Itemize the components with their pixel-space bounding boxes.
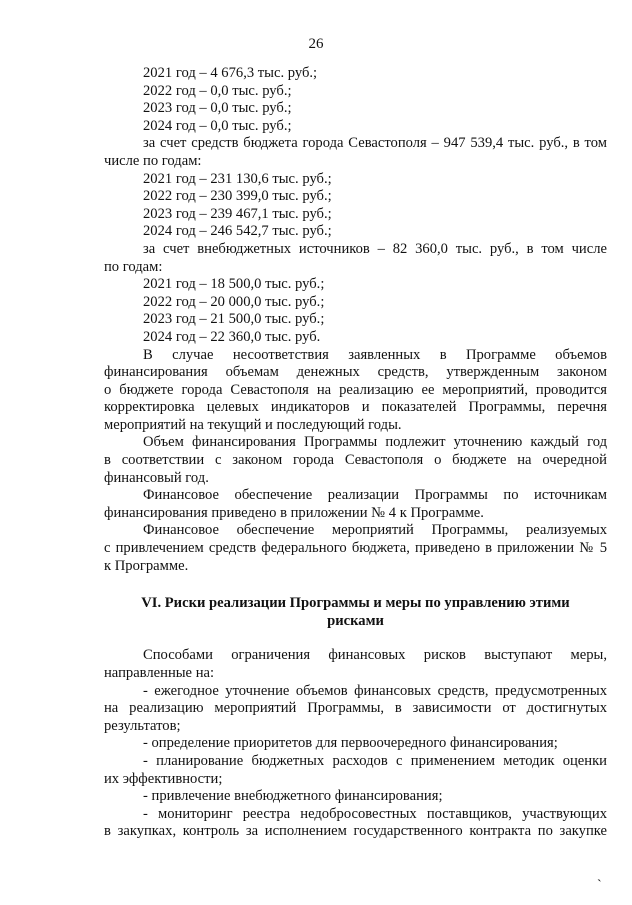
risks-section [104, 647, 607, 841]
section-heading-line-1: VI. Риски реализации Программы и меры по управлению этими [141, 595, 570, 612]
text-line: 2021 год – 231 130,6 тыс. руб.; [143, 170, 332, 187]
corner-mark: ` [597, 878, 602, 893]
text-line: Финансовое обеспечение реализации Программы по источникам [143, 487, 607, 504]
text-line: Финансовое обеспечение мероприятий Программы, реализуемых [143, 522, 607, 539]
text-line: числе по годам: [104, 152, 202, 169]
text-line: 2024 год – 22 360,0 тыс. руб. [143, 328, 321, 345]
text-line: 2021 год – 4 676,3 тыс. руб.; [143, 65, 318, 81]
text-line: финансовый год. [104, 469, 209, 486]
text-line: 2023 год – 0,0 тыс. руб.; [143, 100, 292, 117]
text-line: 2023 год – 21 500,0 тыс. руб.; [143, 311, 325, 328]
text-line: к Программе. [104, 557, 189, 574]
text-line: В случае несоответствия заявленных в Программе объемов [143, 346, 607, 363]
document-body [104, 65, 607, 841]
text-line: - планирование бюджетных расходов с применением методик оценки [143, 752, 607, 769]
text-line: о бюджете города Севастополя на реализацию ее мероприятий, проводится [104, 381, 607, 398]
text-line: за счет средств бюджета города Севастополя – 947 539,4 тыс. руб., в том [143, 135, 607, 152]
text-line: их эффективности; [104, 770, 223, 787]
text-line: - определение приоритетов для первоочередного финансирования; [143, 735, 558, 752]
text-line: 2022 год – 230 399,0 тыс. руб.; [143, 188, 332, 205]
text-line: направленные на: [104, 665, 215, 681]
text-line: - мониторинг реестра недобросовестных поставщиков, участвующих [143, 805, 607, 822]
text-line: 2024 год – 246 542,7 тыс. руб.; [143, 223, 332, 240]
page-number: 26 [308, 36, 324, 52]
text-line: в закупках, контроль за исполнением государственного контракта по закупке [104, 823, 607, 840]
text-line: финансирования объемам денежных средств, утвержденным законом [104, 364, 607, 381]
text-line: Объем финансирования Программы подлежит уточнению каждый год [143, 434, 607, 451]
section-heading [104, 595, 607, 630]
text-line: корректировка целевых индикаторов и показателей Программы, перечня [104, 399, 607, 416]
text-line: по годам: [104, 258, 163, 275]
text-line: на реализацию мероприятий Программы, в зависимости от достигнутых [104, 700, 607, 717]
text-line: 2022 год – 0,0 тыс. руб.; [143, 82, 292, 99]
text-line: 2021 год – 18 500,0 тыс. руб.; [143, 276, 325, 293]
text-line: 2024 год – 0,0 тыс. руб.; [143, 117, 292, 134]
text-line: Способами ограничения финансовых рисков выступают меры, [143, 647, 607, 664]
text-line: результатов; [104, 717, 181, 734]
text-line: 2023 год – 239 467,1 тыс. руб.; [143, 205, 332, 222]
text-line: - ежегодное уточнение объемов финансовых средств, предусмотренных [143, 682, 607, 699]
text-line: 2022 год – 20 000,0 тыс. руб.; [143, 293, 325, 310]
text-line: в соответствии с законом города Севастополя о бюджете на очередной [104, 452, 607, 469]
section-heading-line-2: рисками [327, 612, 384, 629]
funding-section [104, 65, 607, 575]
text-line: мероприятий на текущий и последующий годы. [104, 416, 402, 433]
text-line: с привлечением средств федерального бюджета, приведено в приложении № 5 [104, 540, 607, 557]
text-line: финансирования приведено в приложении № 4 к Программе. [104, 504, 484, 521]
text-line: за счет внебюджетных источников – 82 360,0 тыс. руб., в том числе [143, 240, 607, 257]
text-line: - привлечение внебюджетного финансирования; [143, 788, 443, 805]
